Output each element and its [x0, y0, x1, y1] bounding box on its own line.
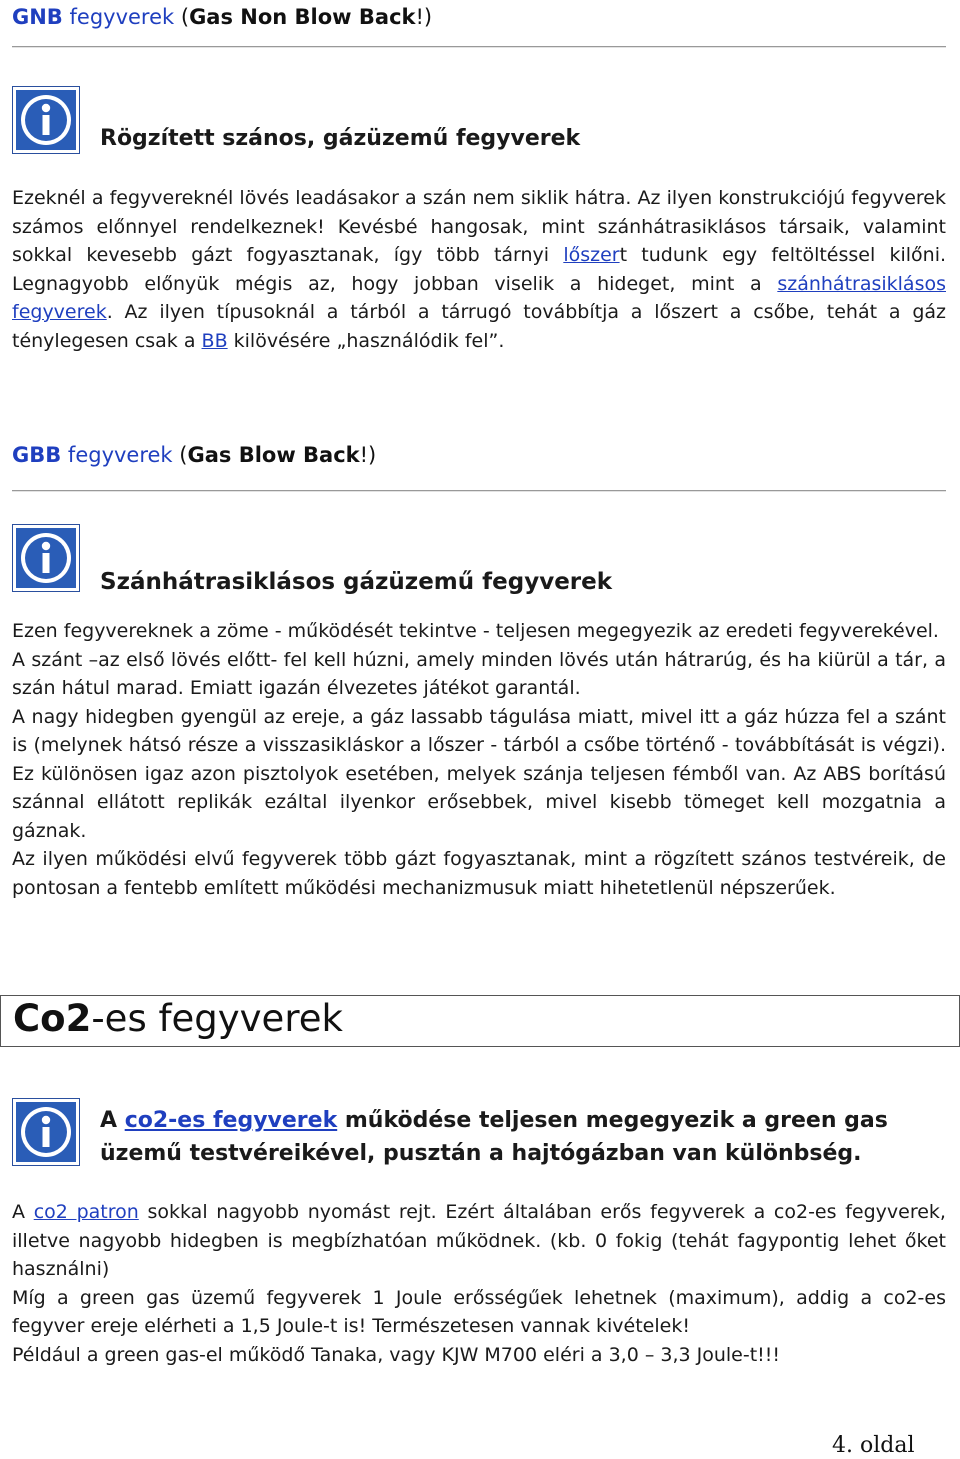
gbb-info-title: Szánhátrasiklásos gázüzemű fegyverek: [100, 569, 613, 595]
gnb-heading: [12, 5, 432, 29]
co2-patron-link[interactable]: co2 patron: [33, 1201, 139, 1223]
section-divider: [12, 46, 946, 48]
co2-paragraph-1: A co2 patron sokkal nagyobb nyomást rejt. Ezért általában erős fegyverek a co2-es fegyverek, illetve nagyobb hidegben is megbízhatóan működnek. (kb. 0 fokig (tehát fagypontig lehet őket használni): [12, 1201, 946, 1280]
gbb-paragraph-4: Az ilyen működési elvű fegyverek több gázt fogyasztanak, mint a rögzített szános testvéreik, de pontosan a fentebb említett működési mechanizmusuk miatt hihetetlenül népszerűek.: [12, 848, 946, 899]
page-number: 4. oldal: [832, 1433, 915, 1458]
co2-paragraph-3: Például a green gas-el működő Tanaka, vagy KJW M700 eléri a 3,0 – 3,3 Joule-t!!!: [12, 1343, 781, 1366]
info-icon: [12, 524, 80, 592]
gbb-paragraph-2: A szánt –az első lövés előtt- fel kell húzni, amely minden lövés után hátrarúg, és ha kiürül a tár, a szán hátul marad. Emiatt igazán élvezetes játékot garantál.: [12, 648, 946, 699]
gnb-paragraph: Ezeknél a fegyvereknél lövés leadásakor a szán nem siklik hátra. Az ilyen konstrukciójú fegyverek számos előnnyel rendelkeznek! Kevésbé hangosak, mint szánhátrasiklásos társaik, valamint sokkal kevesebb gázt fogyasztanak, így több tárnyi lőszert tudunk egy feltöltéssel kilőni. Legnagyobb előnyük mégis az, hogy jobban viselik a hideget, mint a szánhátrasiklásos fegyverek. Az ilyen típusoknál a tárból a tárrugó továbbítja a lőszert a csőbe, tehát a gáz ténylegesen csak a BB kilövésére „használódik fel”.: [12, 187, 947, 352]
gbb-info-header: [12, 516, 612, 599]
gbb-body: [12, 617, 946, 902]
szanhatrasiklasos-link[interactable]: szánhátrasiklásos fegyverek: [12, 272, 946, 323]
co2-heading: Co2-es fegyverek: [0, 995, 960, 1047]
co2-body: [12, 1198, 946, 1369]
bb-link[interactable]: BB: [201, 329, 228, 352]
gnb-heading-paren: (Gas Non Blow Back!): [174, 5, 433, 29]
gbb-heading-paren: (Gas Blow Back!): [172, 443, 377, 467]
info-icon: [12, 86, 80, 154]
loszer-link[interactable]: lőszer: [563, 244, 620, 266]
gbb-paragraph-3: A nagy hidegben gyengül az ereje, a gáz lassabb tágulása miatt, mivel itt a gáz húzza fel a szánt is (melynek hátsó része a visszasikláskor a lőszer - tárból a csőbe történő - továbbítását is végzi). Ez különösen igaz azon pisztolyok esetében, melyek szánja teljesen fémből van. Az ABS borítású szánnal ellátott replikák ezáltal ilyenkor erősebbek, mivel kisebb tömeget kell mozgatnia a gáznak.: [12, 705, 946, 842]
section-divider: [12, 490, 946, 492]
gnb-info-title: Rögzített szános, gázüzemű fegyverek: [100, 126, 581, 151]
gnb-info-header: [12, 84, 580, 155]
gnb-heading-link[interactable]: GNB fegyverek: [12, 5, 175, 29]
co2-info-title: A co2-es fegyverek működése teljesen megegyezik a green gas üzemű testvéreikével, pusztán a hajtógázban van különbség.: [100, 1108, 888, 1166]
co2-paragraph-2: Míg a green gas üzemű fegyverek 1 Joule erősségűek lehetnek (maximum), addig a co2-es fegyver ereje elérheti a 1,5 Joule-t is! Természetesen vannak kivételek!: [12, 1286, 946, 1337]
gbb-heading: [12, 443, 376, 467]
gbb-heading-link[interactable]: GBB fegyverek: [12, 443, 173, 467]
co2-fegyverek-link[interactable]: co2-es fegyverek: [124, 1108, 338, 1133]
info-icon: [12, 1098, 80, 1166]
gbb-paragraph-1: Ezen fegyvereknek a zöme - működését tekintve - teljesen megegyezik az eredeti fegyverekével.: [12, 620, 939, 642]
